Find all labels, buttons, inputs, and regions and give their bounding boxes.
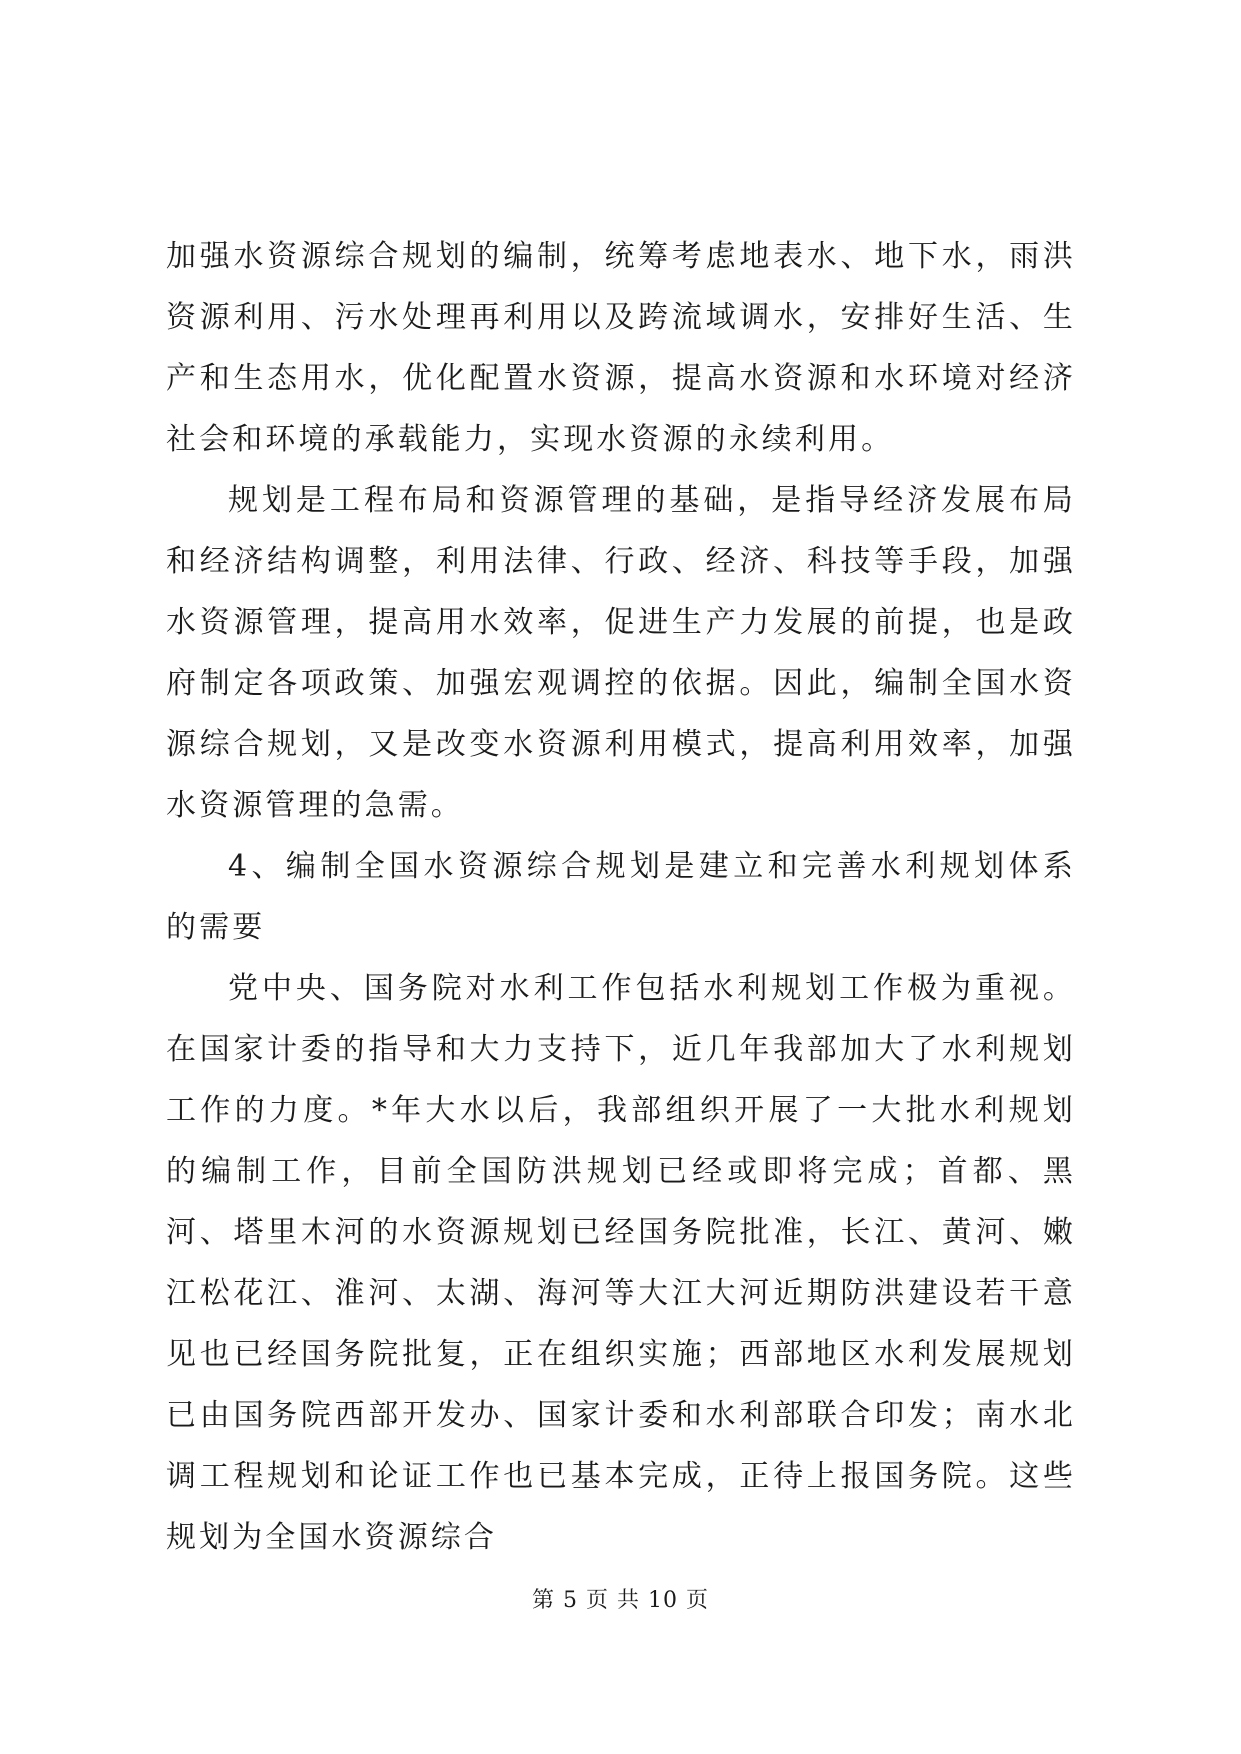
document-body xyxy=(166,226,1076,1568)
paragraph-central-committee: 党中央、国务院对水利工作包括水利规划工作极为重视。在国家计委的指导和大力支持下，近几年我部加大了水利规划工作的力度。*年大水以后，我部组织开展了一大批水利规划的编制工作，目前全国防洪规划已经或即将完成；首都、黑河、塔里木河的水资源规划已经国务院批准，长江、黄河、嫩江松花江、淮河、太湖、海河等大江大河近期防洪建设若干意见也已经国务院批复，正在组织实施；西部地区水利发展规划已由国务院西部开发办、国家计委和水利部联合印发；南水北调工程规划和论证工作也已基本完成，正待上报国务院。这些规划为全国水资源综合 xyxy=(166,971,1076,1555)
paragraph-water-plan-compilation: 加强水资源综合规划的编制，统筹考虑地表水、地下水，雨洪资源利用、污水处理再利用以及跨流域调水，安排好生活、生产和生态用水，优化配置水资源，提高水资源和水环境对经济社会和环境的承载能力，实现水资源的永续利用。 xyxy=(166,239,1076,457)
paragraph-planning-foundation: 规划是工程布局和资源管理的基础，是指导经济发展布局和经济结构调整，利用法律、行政、经济、科技等手段，加强水资源管理，提高用水效率，促进生产力发展的前提，也是政府制定各项政策、加强宏观调控的依据。因此，编制全国水资源综合规划，又是改变水资源利用模式，提高利用效率，加强水资源管理的急需。 xyxy=(166,483,1076,823)
page-number-footer: 第 5 页 共 10 页 xyxy=(532,1588,709,1613)
section-heading-4: 4、编制全国水资源综合规划是建立和完善水利规划体系的需要 xyxy=(166,849,1076,945)
